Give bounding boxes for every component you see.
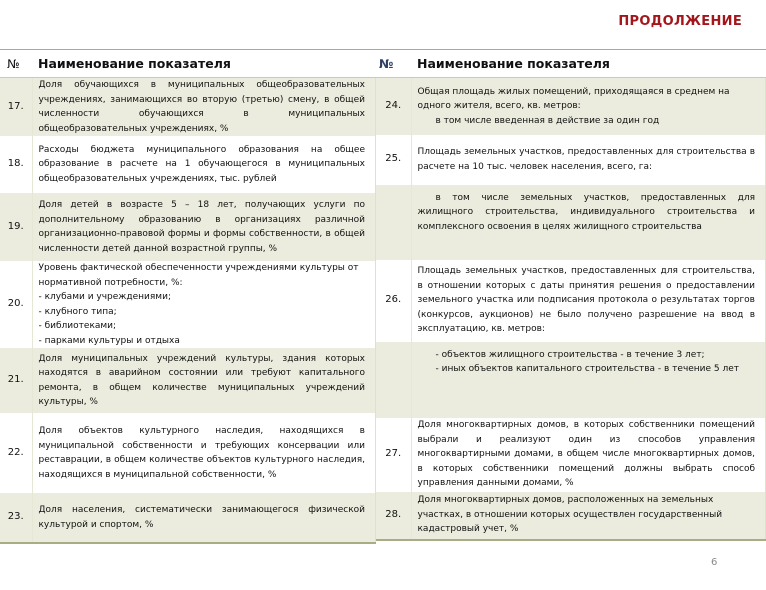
row-text: Доля многоквартирных домов, в которых собственники помещений выбрали и реализуют один из способов управления многоквартирными домами, в общем числе многоквартирных домов, в которых собственники помещений должны выбрать способ управления данными домами, % [411, 418, 766, 492]
row-number: 18. [0, 136, 32, 193]
table-row [376, 135, 766, 185]
row-text: Доля обучающихся в муниципальных общеобразовательных учреждениях, занимающихся во вторую (третью) смену, в общей численности обучающихся в муниципальных общеобразовательных учреждениях, % [32, 78, 376, 137]
row-text: Общая площадь жилых помещений, приходящаяся в среднем на одного жителя, всего, кв. метров: [417, 86, 730, 111]
row-number: 21. [0, 348, 32, 413]
row-number [376, 342, 411, 418]
row-text: Доля объектов культурного наследия, находящихся в муниципальной собственности и требующих консервации или реставрации, в общем количестве объектов культурного наследия, находящихся в муниципальной собственности, % [32, 413, 376, 493]
row-number: 28. [376, 492, 411, 540]
table-row [376, 185, 766, 260]
page-title: ПРОДОЛЖЕНИЕ [618, 14, 742, 29]
column-header-name: Наименование показателя [411, 50, 766, 78]
row-text: Расходы бюджета муниципального образования на общее образование в расчете на 1 обучающегося в муниципальных общеобразовательных учреждениях, тыс. рублей [32, 136, 376, 193]
table-row [376, 78, 766, 135]
row-number: 22. [0, 413, 32, 493]
table-row [376, 418, 766, 492]
indicators-table-right [376, 49, 766, 541]
list-item: - библиотеками; [38, 321, 117, 331]
row-text: Площадь земельных участков, предоставленных для строительства в расчете на 10 тыс. человек населения, всего, га: [411, 135, 766, 185]
table-row [0, 348, 376, 413]
row-content [32, 261, 376, 348]
table-row [0, 78, 376, 137]
list-item: - объектов жилищного строительства - в течение 3 лет; [435, 349, 705, 360]
row-text: Площадь земельных участков, предоставленных для строительства, в отношении которых с даты принятия решения о предоставлении земельного участка или подписания протокола о результатах торгов (конкурсов, аукционов) не было получено разрешение на ввод в эксплуатацию, кв. метров: [411, 260, 766, 342]
row-content [411, 78, 766, 135]
row-number: 20. [0, 261, 32, 348]
row-text: Доля многоквартирных домов, расположенных на земельных участках, в отношении которых осуществлен государственный кадастровый учет, % [411, 492, 766, 540]
table-header-row [0, 50, 376, 78]
table-row [376, 342, 766, 418]
row-text: Доля населения, систематически занимающегося физической культурой и спортом, % [32, 493, 376, 543]
table-header-row [376, 50, 766, 78]
list-item: - иных объектов капитального строительства - в течение 5 лет [435, 364, 740, 374]
table-row [0, 136, 376, 193]
row-number: 24. [376, 78, 411, 135]
list-item: - парками культуры и отдыха [38, 335, 180, 346]
row-subtext: в том числе введенная в действие за один год [435, 115, 660, 126]
row-number [376, 185, 411, 260]
table-row [0, 493, 376, 543]
table-row [376, 492, 766, 540]
list-item: - клубного типа; [38, 306, 117, 317]
row-text: Доля муниципальных учреждений культуры, здания которых находятся в аварийном состоянии или требуют капитального ремонта, в общем количестве муниципальных учреждений культуры, % [32, 348, 376, 413]
table-row [0, 413, 376, 493]
table-row [0, 261, 376, 348]
table-row [376, 260, 766, 342]
page-number: 6 [711, 557, 718, 568]
row-number: 19. [0, 193, 32, 261]
list-item: - клубами и учреждениями; [38, 292, 171, 302]
row-text: Уровень фактической обеспеченности учреждениями культуры от нормативной потребности, %: [38, 263, 359, 288]
row-number: 25. [376, 135, 411, 185]
table-row [0, 193, 376, 261]
row-number: 26. [376, 260, 411, 342]
row-number: 17. [0, 78, 32, 137]
column-header-number: № [0, 50, 32, 78]
column-header-number: № [376, 50, 411, 78]
row-number: 27. [376, 418, 411, 492]
indicators-table-left [0, 49, 376, 544]
row-number: 23. [0, 493, 32, 543]
row-text: Доля детей в возрасте 5 – 18 лет, получающих услуги по дополнительному образованию в организациях различной организационно-правовой формы и формы собственности, в общей численности детей данной возрастной группы, % [32, 193, 376, 261]
column-header-name: Наименование показателя [32, 50, 376, 78]
row-content [411, 342, 766, 418]
row-text: в том числе земельных участков, предоставленных для жилищного строительства, индивидуального строительства и комплексного освоения в целях жилищного строительства [411, 185, 766, 260]
